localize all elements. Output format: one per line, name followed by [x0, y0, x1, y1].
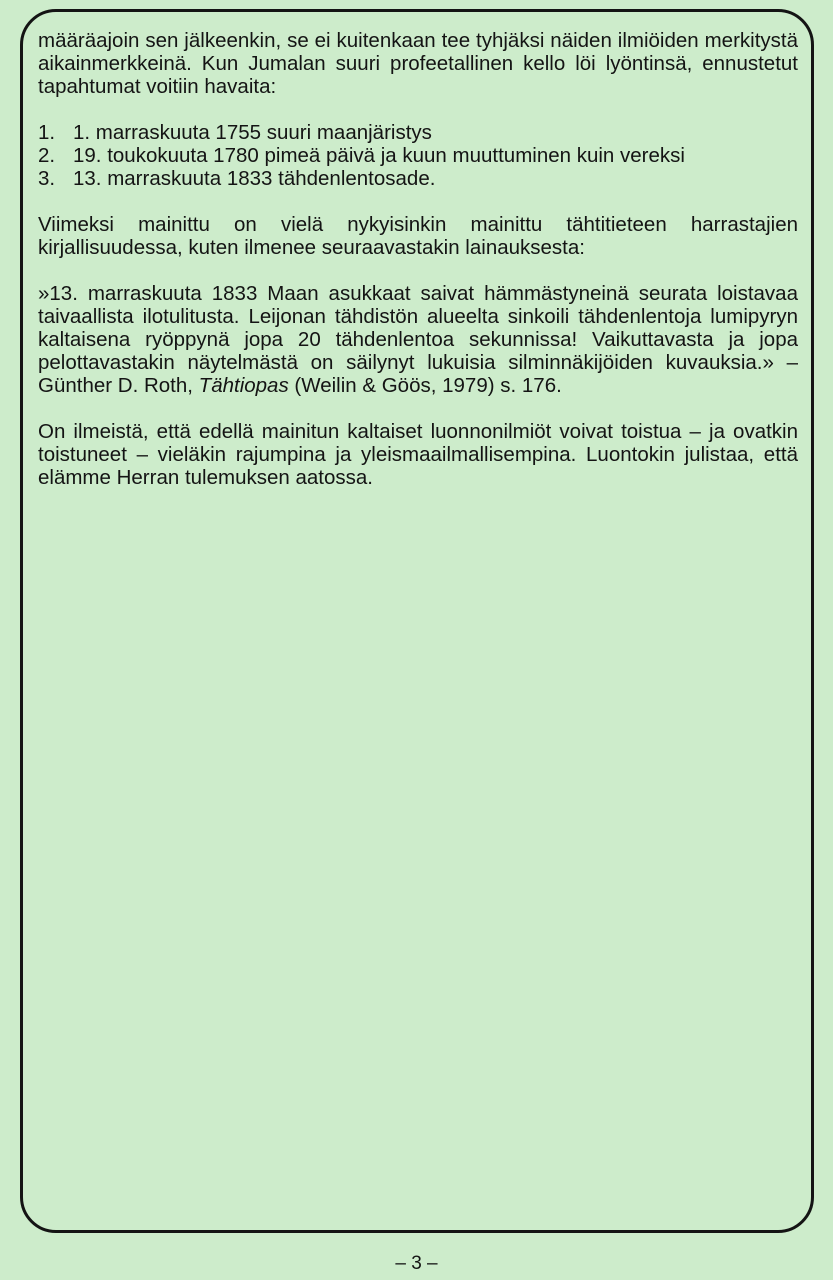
quote-book-title: Tähtiopas [198, 374, 289, 397]
conclusion-paragraph: On ilmeistä, että edellä mainitun kaltaiset luonnonilmiöt voivat toistua – ja ovatkin toistuneet – vieläkin rajumpina ja yleismaailmallisempina. Luontokin julistaa, että elämme Herran tulemuksen aatossa. [38, 420, 798, 489]
list-item [38, 121, 798, 144]
list-item [38, 144, 798, 167]
list-item-text: 19. toukokuuta 1780 pimeä päivä ja kuun muuttuminen kuin vereksi [73, 144, 685, 167]
quote-paragraph [38, 282, 798, 397]
quote-publisher: (Weilin & Göös, 1979) s. 176. [294, 374, 562, 397]
list-item-number: 1. [38, 121, 56, 144]
intro-paragraph: määräajoin sen jälkeenkin, se ei kuitenkaan tee tyhjäksi näiden ilmiöiden merkitystä aikainmerkkeinä. Kun Jumalan suuri profeetallinen kello löi lyöntinsä, ennustetut tapahtumat voitiin havaita: [38, 29, 798, 98]
list-item-text: 1. marraskuuta 1755 suuri maanjäristys [73, 121, 432, 144]
literature-paragraph: Viimeksi mainittu on vielä nykyisinkin mainittu tähtitieteen harrastajien kirjallisuudessa, kuten ilmenee seuraavastakin lainauksesta: [38, 213, 798, 259]
page-content [38, 29, 798, 489]
list-item-number: 3. [38, 167, 56, 190]
events-list [38, 121, 798, 190]
list-item [38, 167, 798, 190]
quote-text: »13. marraskuuta 1833 Maan asukkaat saivat hämmästyneinä seurata loistavaa taivaallista ilotulitusta. Leijonan tähdistön alueelta sinkoili tähdenlentoja lumipyryn kaltaisena ryöppynä jopa 20 tähdenlentoa sekunnissa! Vaikuttavasta ja jopa pelottavastakin näytelmästä on säilynyt lukuisia silminnäkijöiden kuvauksia.» – Günther D. Roth, [38, 282, 798, 397]
page-number: – 3 – [395, 1253, 438, 1274]
list-item-text: 13. marraskuuta 1833 tähdenlentosade. [73, 167, 436, 190]
list-item-number: 2. [38, 144, 56, 167]
